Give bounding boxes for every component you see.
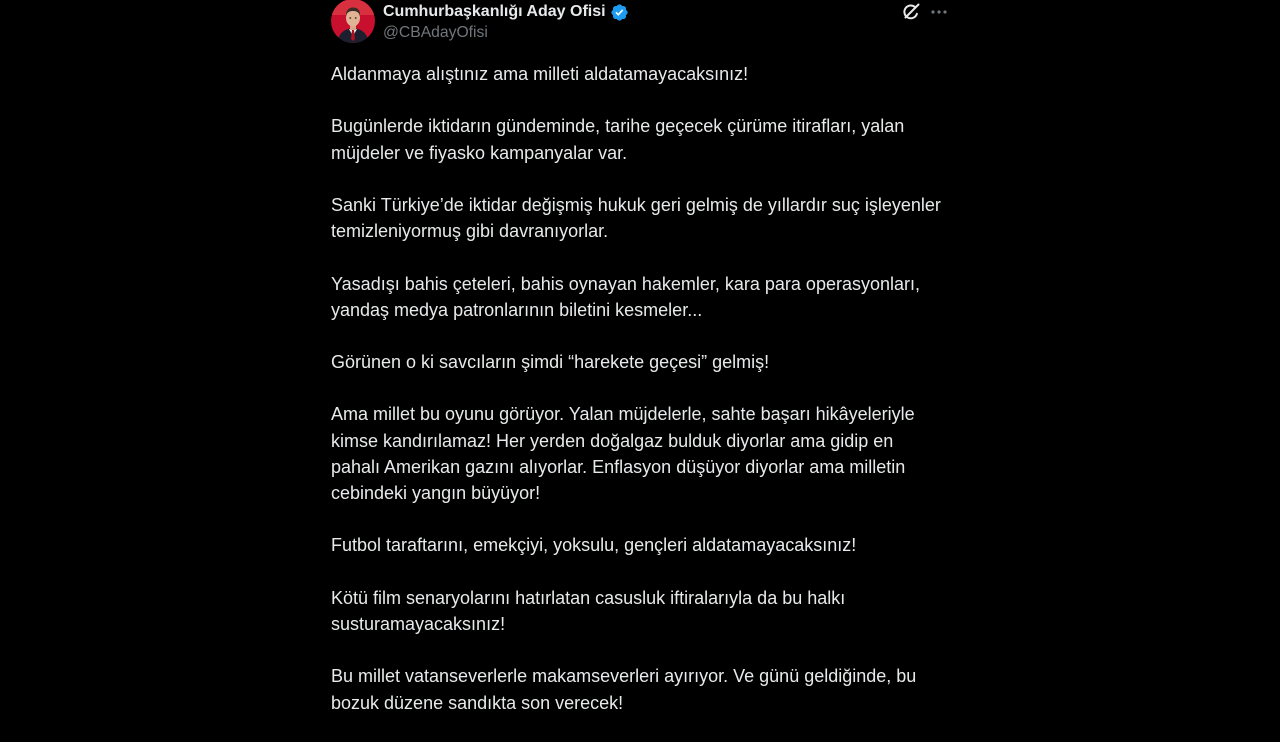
tweet-paragraph <box>331 532 961 558</box>
tweet-text-line: temizleniyormuş gibi davranıyorlar. <box>331 221 609 242</box>
tweet-text-line: susturamayacaksınız! <box>331 613 506 634</box>
grok-button[interactable] <box>900 1 922 23</box>
tweet-paragraph <box>331 192 961 244</box>
grok-icon <box>900 1 922 23</box>
tweet-text-line: Kötü film senaryolarını hatırlatan casusluk iftiralarıyla da bu halkı <box>331 587 846 608</box>
tweet-text-line: Görünen o ki savcıların şimdi “harekete geçesi” gelmiş! <box>331 352 770 373</box>
tweet-text <box>331 61 961 742</box>
tweet-text-line: yandaş medya patronlarının biletini kesmeler... <box>331 299 703 320</box>
tweet-paragraph <box>331 349 961 375</box>
verified-badge-icon[interactable] <box>610 3 629 22</box>
tweet-text-line: Bu millet vatanseverlerle makamseverleri ayırıyor. Ve günü geldiğinde, bu <box>331 666 917 687</box>
more-icon <box>928 1 950 23</box>
tweet-paragraph <box>331 585 961 637</box>
tweet-text-line: Sanki Türkiye’de iktidar değişmiş hukuk geri gelmiş de yıllardır suç işleyenler <box>331 194 941 215</box>
author-avatar[interactable] <box>331 0 375 43</box>
tweet-text-line: müjdeler ve fiyasko kampanyalar var. <box>331 142 628 163</box>
tweet-paragraph <box>331 401 961 506</box>
avatar-photo-icon <box>331 0 375 43</box>
author-handle[interactable]: @CBAdayOfisi <box>383 24 488 41</box>
author-name: Cumhurbaşkanlığı Aday Ofisi <box>383 3 606 20</box>
tweet-paragraph <box>331 113 961 165</box>
tweet-text-line: Aldanmaya alıştınız ama milleti aldatamayacaksınız! <box>331 64 749 84</box>
tweet-paragraph <box>331 271 961 323</box>
tweet-paragraph <box>331 61 961 87</box>
tweet-paragraph <box>331 663 961 715</box>
tweet-text-line: pahalı Amerikan gazını alıyorlar. Enflasyon düşüyor diyorlar ama milletin <box>331 456 906 477</box>
tweet-text-line: kimse kandırılamaz! Her yerden doğalgaz bulduk diyorlar ama gidip en <box>331 430 894 451</box>
tweet-text-line: Bugünlerde iktidarın gündeminde, tarihe geçecek çürüme itirafları, yalan <box>331 116 905 137</box>
tweet-text-line: Yasadışı bahis çeteleri, bahis oynayan hakemler, kara para operasyonları, <box>331 273 920 294</box>
tweet-text-line: cebindeki yangın büyüyor! <box>331 483 541 503</box>
tweet-text-line: Ama millet bu oyunu görüyor. Yalan müjdelerle, sahte başarı hikâyeleriyle <box>331 404 915 425</box>
tweet-text-line: Futbol taraftarını, emekçiyi, yoksulu, gençleri aldatamayacaksınız! <box>331 535 857 556</box>
tweet-text-line: bozuk düzene sandıkta son verecek! <box>331 692 624 713</box>
more-options-button[interactable] <box>928 1 950 23</box>
author-name-link[interactable] <box>383 2 629 22</box>
